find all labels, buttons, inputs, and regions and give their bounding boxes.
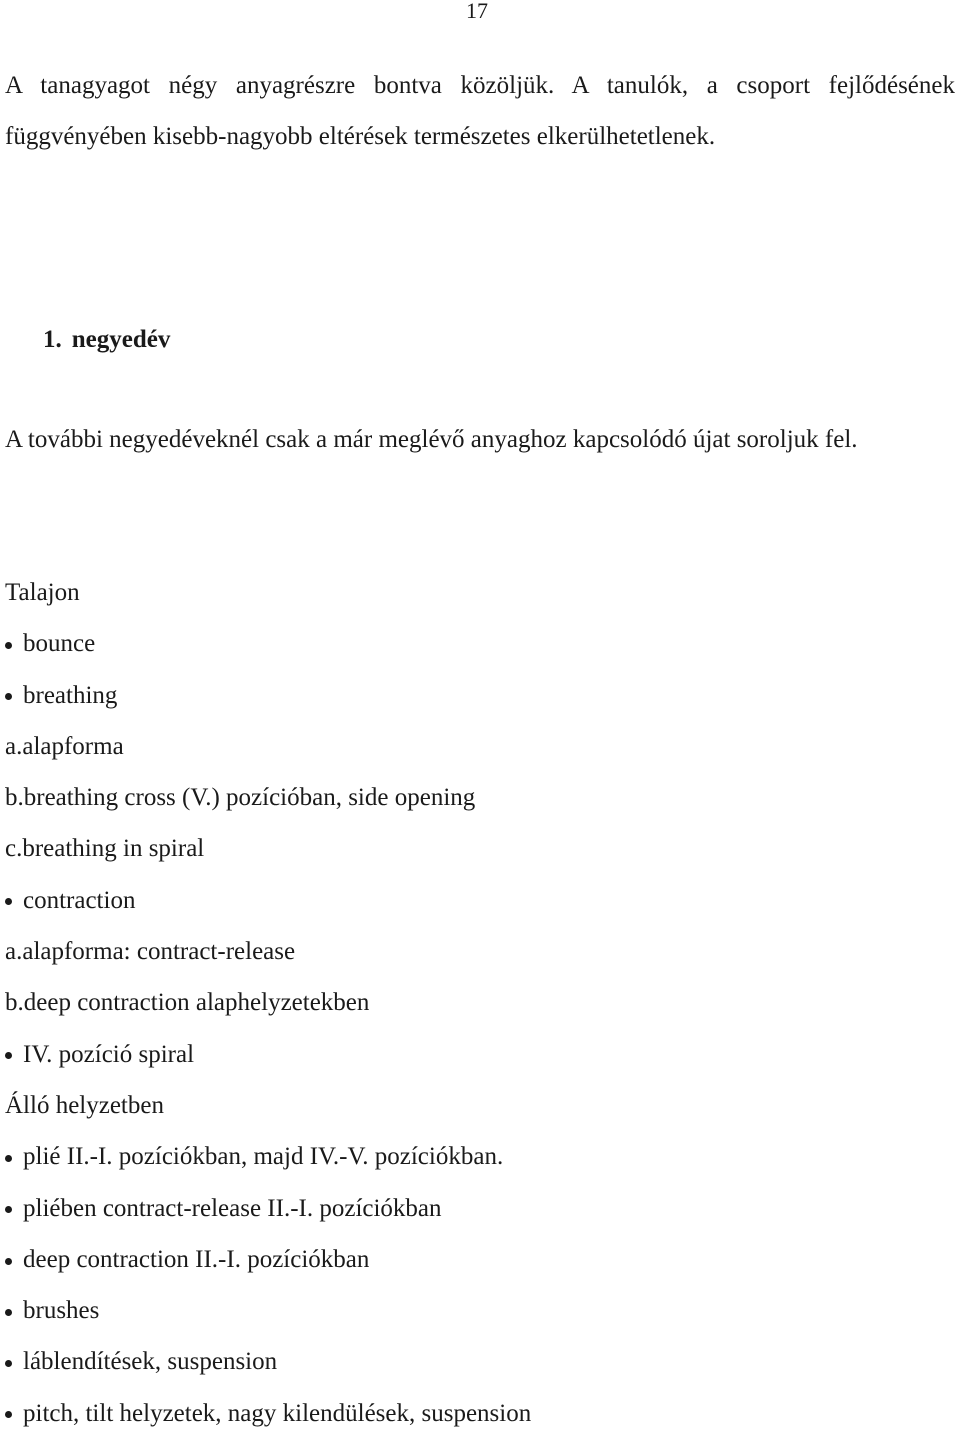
section-title: negyedév — [71, 326, 171, 353]
outline-item: b.deep contraction alaphelyzetekben — [5, 989, 370, 1017]
exercise-outline — [5, 567, 955, 1439]
outline-bullet-item: pitch, tilt helyzetek, nagy kilendülések, suspension — [5, 1388, 955, 1439]
outline-item: Álló helyzetben — [5, 1091, 164, 1119]
section-paragraph: A további negyedéveknél csak a már meglévő anyaghoz kapcsolódó újat soroljuk fel. — [5, 426, 858, 453]
outline-item: c.breathing in spiral — [5, 835, 205, 863]
intro-paragraph: A tanagyagot négy anyagrészre bontva közöljük. A tanulók, a csoport fejlődésének függvényében kisebb-nagyobb eltérések természetes elkerülhetetlenek. — [5, 72, 955, 150]
outline-item: Talajon — [5, 579, 80, 606]
outline-item: b.breathing cross (V.) pozícióban, side opening — [5, 784, 476, 812]
page-number: 17 — [466, 0, 488, 23]
outline-bullet-item: breathing — [5, 670, 955, 721]
outline-bullet-item: IV. pozíció spiral — [5, 1029, 955, 1080]
outline-bullet-item: deep contraction II.-I. pozíciókban — [5, 1234, 955, 1285]
section-heading — [43, 322, 170, 358]
outline-item: a.alapforma — [5, 732, 124, 760]
outline-bullet-item: bounce — [5, 618, 955, 669]
section-number: 1. — [43, 326, 62, 353]
outline-item: a.alapforma: contract-release — [5, 938, 296, 966]
outline-bullet-item: plié II.-I. pozíciókban, majd IV.-V. pozíciókban. — [5, 1131, 955, 1182]
outline-bullet-item: láblendítések, suspension — [5, 1336, 955, 1387]
outline-bullet-item: pliében contract-release II.-I. pozíciókban — [5, 1183, 955, 1234]
outline-bullet-item: contraction — [5, 875, 955, 926]
outline-bullet-item: brushes — [5, 1285, 955, 1336]
